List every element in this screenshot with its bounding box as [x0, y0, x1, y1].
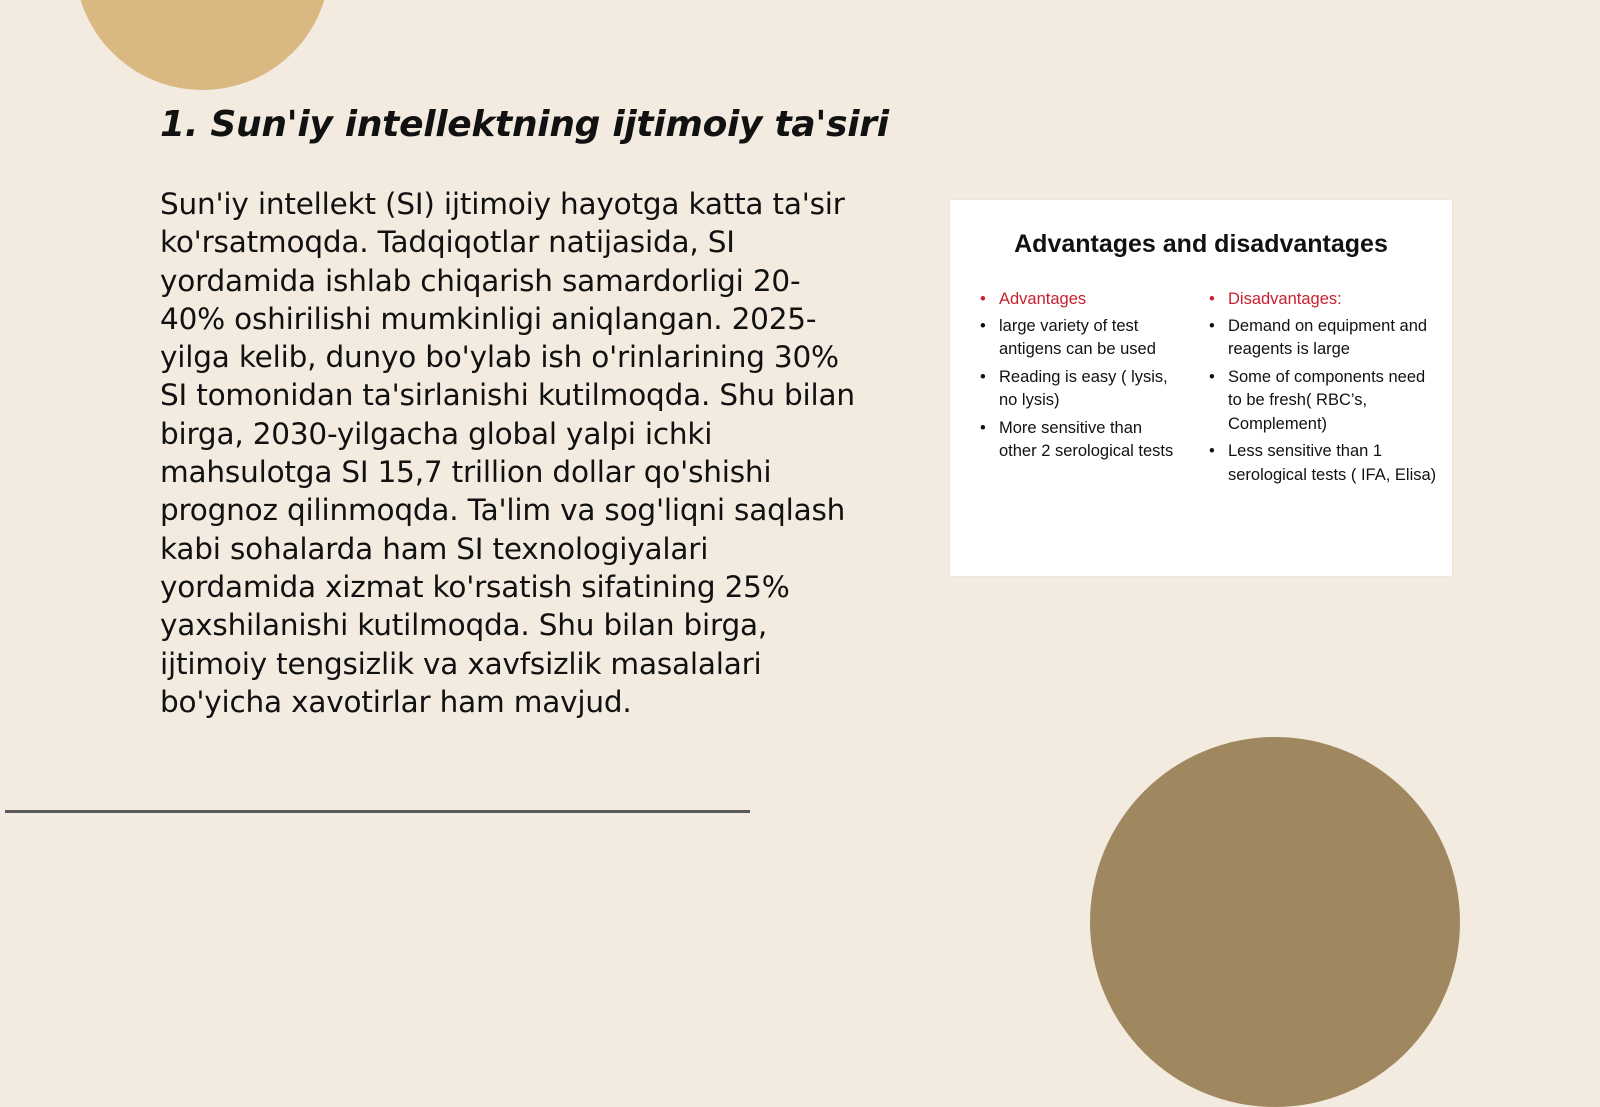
disadvantages-list: [1209, 288, 1437, 491]
bullet-icon: •: [980, 290, 986, 308]
bullet-icon: •: [980, 418, 986, 437]
list-item-text: Reading is easy ( lysis, no lysis): [999, 367, 1168, 409]
divider-line: [5, 810, 750, 813]
advantages-heading-label: Advantages: [999, 290, 1087, 308]
list-item: [1209, 366, 1437, 437]
bullet-icon: •: [980, 367, 986, 386]
figure-title: Advantages and disadvantages: [1014, 230, 1388, 258]
bullet-icon: •: [1209, 442, 1215, 460]
list-item-text: Some of components need to be fresh( RBC’s, Complement): [1228, 367, 1426, 433]
advantages-list: [980, 288, 1180, 468]
list-item: [1209, 440, 1437, 487]
bullet-icon: •: [1209, 367, 1215, 386]
list-item-text: More sensitive than other 2 serological tests: [999, 418, 1174, 460]
list-item-text: Demand on equipment and reagents is large: [1228, 316, 1428, 358]
decorative-circle-bottom: [1090, 737, 1460, 1107]
decorative-circle-top: [75, 0, 330, 90]
bullet-icon: •: [1209, 290, 1215, 308]
bullet-icon: •: [1209, 316, 1215, 335]
embedded-figure-card: [950, 200, 1452, 576]
list-item: [980, 366, 1180, 413]
slide-body-text: Sun'iy intellekt (SI) ijtimoiy hayotga katta ta'sir ko'rsatmoqda. Tadqiqotlar natijasida, SI yordamida ishlab chiqarish samardorligi 20-40% oshirilishi mumkinligi aniqlangan. 2025-yilga kelib, dunyo bo'ylab ish o'rinlarining 30% SI tomonidan ta'sirlanishi kutilmoqda. Shu bilan birga, 2030-yilgacha global yalpi ichki mahsulotga SI 15,7 trillion dollar qo'shishi prognoz qilinmoqda. Ta'lim va sog'liqni saqlash kabi sohalarda ham SI texnologiyalari yordamida xizmat ko'rsatish sifatining 25% yaxshilanishi kutilmoqda. Shu bilan birga, ijtimoiy tengsizlik va xavfsizlik masalalari bo'yicha xavotirlar ham mavjud.: [160, 187, 855, 719]
list-item: [980, 315, 1180, 362]
disadvantages-heading: [1209, 288, 1437, 312]
advantages-heading: [980, 288, 1180, 312]
list-item: [980, 417, 1180, 464]
disadvantages-heading-label: Disadvantages:: [1228, 290, 1342, 308]
list-item: [1209, 315, 1437, 362]
list-item-text: Less sensitive than 1 serological tests ( IFA, Elisa): [1228, 442, 1437, 484]
list-item-text: large variety of test antigens can be used: [999, 316, 1156, 358]
slide-title: 1. Sun'iy intellektning ijtimoiy ta'siri: [160, 104, 889, 145]
bullet-icon: •: [980, 316, 986, 335]
